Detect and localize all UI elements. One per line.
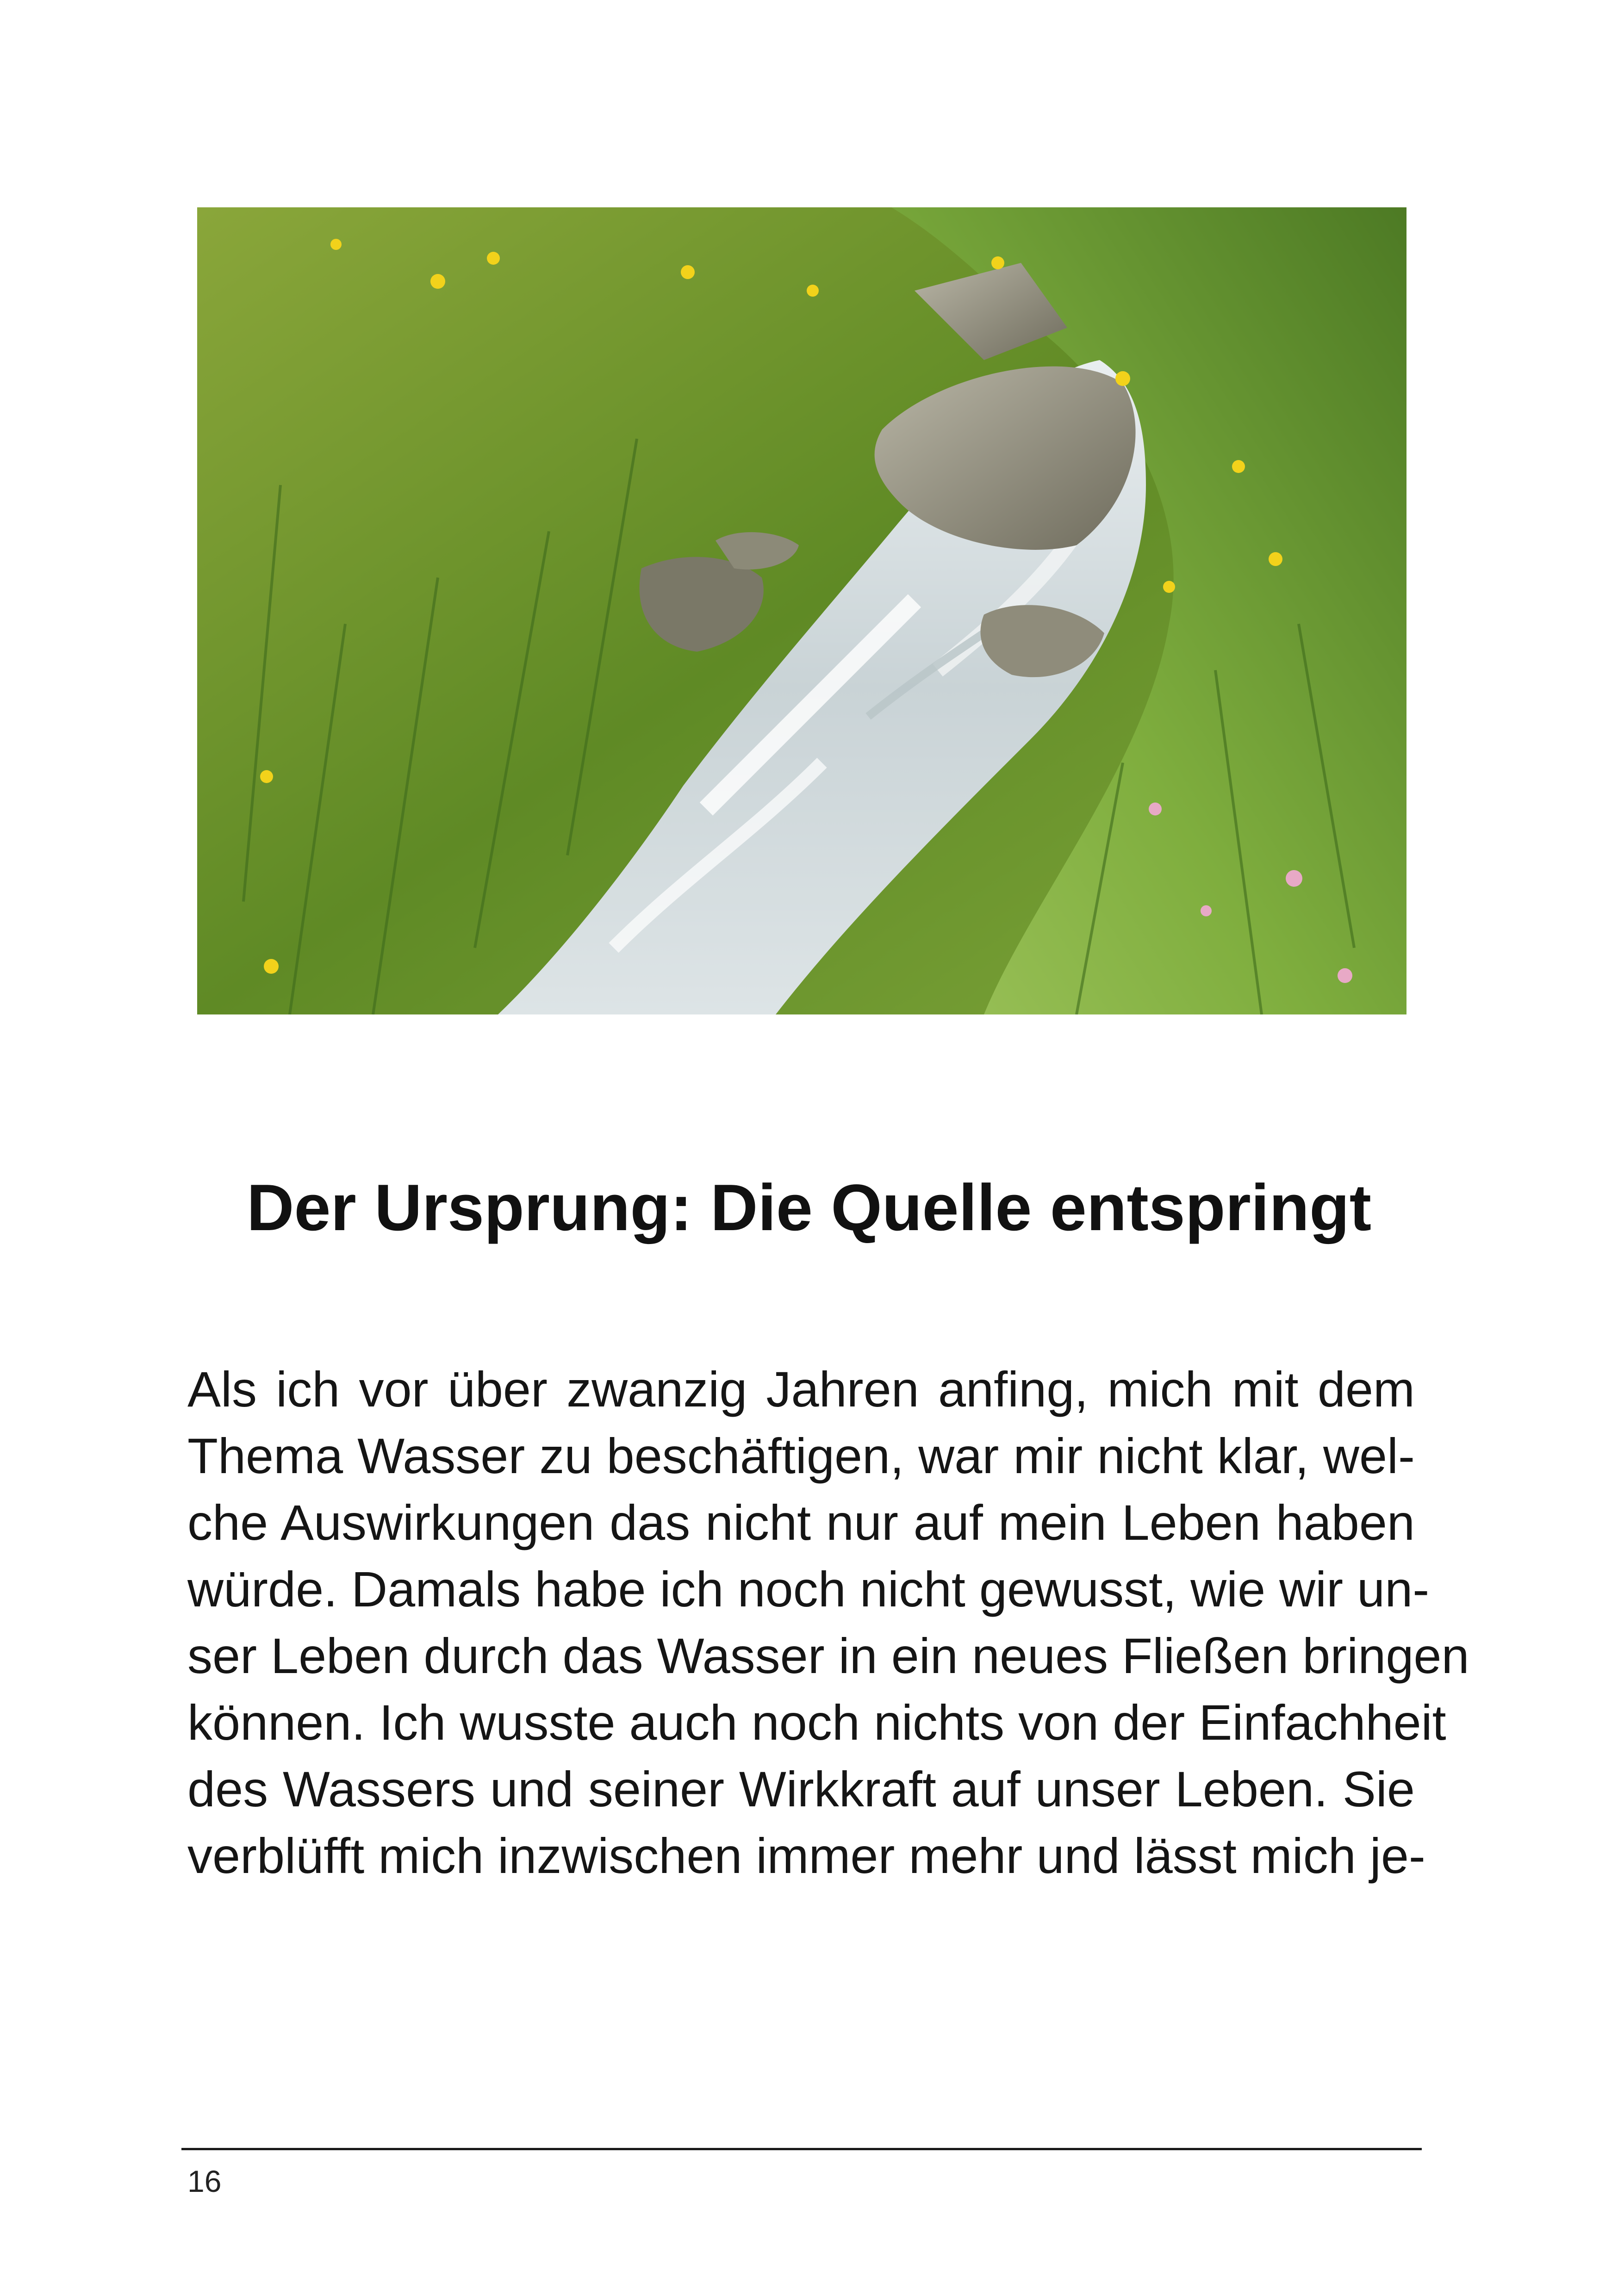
body-line: verblüfft mich inzwischen immer mehr und lässt mich je- xyxy=(187,1828,1425,1884)
body-line: ser Leben durch das Wasser in ein neues Fließen bringen xyxy=(187,1628,1469,1684)
body-line: Thema Wasser zu beschäftigen, war mir nicht klar, wel- xyxy=(187,1428,1415,1484)
footer-rule xyxy=(181,2148,1422,2150)
body-line: Als ich vor über zwanzig Jahren anfing, mich mit dem xyxy=(187,1361,1415,1417)
body-paragraph xyxy=(187,1356,1469,1889)
mountain-stream-photo-icon xyxy=(197,207,1406,1014)
body-line: können. Ich wusste auch noch nichts von der Einfachheit xyxy=(187,1694,1446,1750)
page-number: 16 xyxy=(187,2164,222,2198)
stream-photo xyxy=(197,207,1406,1014)
body-line: des Wassers und seiner Wirkkraft auf unser Leben. Sie xyxy=(187,1761,1415,1817)
body-line: che Auswirkungen das nicht nur auf mein Leben haben xyxy=(187,1494,1415,1550)
chapter-heading: Der Ursprung: Die Quelle entspringt xyxy=(246,1171,1372,1244)
body-line: würde. Damals habe ich noch nicht gewusst, wie wir un- xyxy=(187,1561,1430,1617)
